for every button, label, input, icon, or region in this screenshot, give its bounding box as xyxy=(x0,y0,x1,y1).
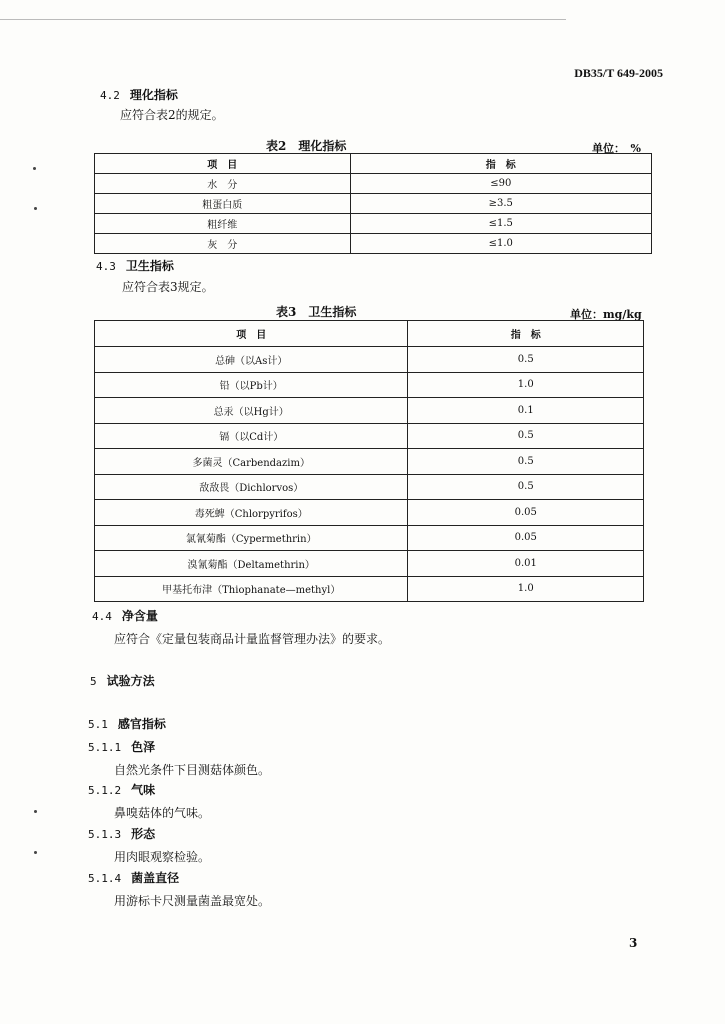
top-edge-line xyxy=(0,19,566,20)
table3-caption: 表3 卫生指标 xyxy=(276,305,357,319)
table2-unit: 单位： % xyxy=(592,142,641,155)
row-item: 甲基托布津（Thiophanate—methyl） xyxy=(95,576,408,602)
table-row xyxy=(95,214,652,234)
section-4-2-heading xyxy=(100,86,178,103)
column-header-item: 项 目 xyxy=(95,321,408,347)
section-number: 4.3 xyxy=(96,260,116,273)
section-5-1-3-heading xyxy=(88,825,155,842)
section-number: 5.1.3 xyxy=(88,828,122,841)
table-row xyxy=(95,347,644,373)
scan-speck xyxy=(34,851,37,854)
section-5-1-heading xyxy=(88,715,166,732)
row-item: 灰 分 xyxy=(95,234,351,254)
row-value: 0.05 xyxy=(408,500,644,526)
section-4-4-text: 应符合《定量包装商品计量监督管理办法》的要求。 xyxy=(114,632,391,646)
table-header-row xyxy=(95,154,652,174)
table-row xyxy=(95,234,652,254)
table3 xyxy=(94,320,644,602)
table-row xyxy=(95,474,644,500)
table-row xyxy=(95,525,644,551)
section-number: 4.4 xyxy=(92,610,112,623)
column-header-value: 指 标 xyxy=(350,154,651,174)
section-title: 试验方法 xyxy=(106,674,155,688)
row-item: 水 分 xyxy=(95,174,351,194)
row-value: 0.5 xyxy=(408,423,644,449)
table2 xyxy=(94,153,652,254)
section-title: 色泽 xyxy=(131,740,156,754)
row-item: 氯氰菊酯（Cypermethrin） xyxy=(95,525,408,551)
row-value: 0.05 xyxy=(408,525,644,551)
section-title: 菌盖直径 xyxy=(131,871,180,885)
section-title: 净含量 xyxy=(121,609,158,623)
row-value: 0.01 xyxy=(408,551,644,577)
section-4-4-heading xyxy=(92,607,158,624)
section-number: 5.1 xyxy=(88,718,108,731)
table-row xyxy=(95,423,644,449)
row-item: 总汞（以Hg计） xyxy=(95,398,408,424)
row-value: 0.1 xyxy=(408,398,644,424)
row-value: ≤90 xyxy=(350,174,651,194)
row-value: ≥3.5 xyxy=(350,194,651,214)
section-title: 理化指标 xyxy=(129,88,178,102)
table-row xyxy=(95,194,652,214)
row-item: 总砷（以As计） xyxy=(95,347,408,373)
section-number: 5.1.2 xyxy=(88,784,122,797)
table3-unit: 单位：mg/kg xyxy=(570,308,642,321)
section-5-1-3-text: 用肉眼观察检验。 xyxy=(114,850,211,864)
table2-caption: 表2 理化指标 xyxy=(266,139,347,153)
section-number: 4.2 xyxy=(100,89,120,102)
section-title: 感官指标 xyxy=(117,717,166,731)
row-item: 多菌灵（Carbendazim） xyxy=(95,449,408,475)
table-row xyxy=(95,174,652,194)
section-number: 5.1.4 xyxy=(88,872,122,885)
section-5-1-2-text: 鼻嗅菇体的气味。 xyxy=(114,806,211,820)
row-value: 1.0 xyxy=(408,372,644,398)
section-5-1-1-text: 自然光条件下目测菇体颜色。 xyxy=(114,763,271,777)
row-item: 镉（以Cd计） xyxy=(95,423,408,449)
row-item: 粗纤维 xyxy=(95,214,351,234)
scan-speck xyxy=(34,207,37,210)
row-item: 粗蛋白质 xyxy=(95,194,351,214)
section-4-2-text: 应符合表2的规定。 xyxy=(120,108,224,122)
section-4-3-heading xyxy=(96,257,174,274)
row-item: 毒死蜱（Chlorpyrifos） xyxy=(95,500,408,526)
row-item: 溴氰菊酯（Deltamethrin） xyxy=(95,551,408,577)
row-item: 铅（以Pb计） xyxy=(95,372,408,398)
section-number: 5 xyxy=(90,675,97,688)
page-number: 3 xyxy=(629,936,638,950)
section-5-heading xyxy=(90,672,155,689)
row-value: 1.0 xyxy=(408,576,644,602)
section-title: 形态 xyxy=(131,827,156,841)
section-5-1-1-heading xyxy=(88,738,155,755)
row-value: 0.5 xyxy=(408,474,644,500)
table-row xyxy=(95,398,644,424)
table-row xyxy=(95,449,644,475)
section-5-1-4-text: 用游标卡尺测量菌盖最宽处。 xyxy=(114,894,271,908)
table-row xyxy=(95,500,644,526)
table-row xyxy=(95,551,644,577)
row-value: ≤1.0 xyxy=(350,234,651,254)
column-header-item: 项 目 xyxy=(95,154,351,174)
section-title: 卫生指标 xyxy=(125,259,174,273)
scan-speck xyxy=(34,810,37,813)
table-header-row xyxy=(95,321,644,347)
row-value: 0.5 xyxy=(408,449,644,475)
row-value: ≤1.5 xyxy=(350,214,651,234)
row-value: 0.5 xyxy=(408,347,644,373)
table-row xyxy=(95,576,644,602)
section-5-1-2-heading xyxy=(88,781,155,798)
section-title: 气味 xyxy=(131,783,156,797)
section-number: 5.1.1 xyxy=(88,741,122,754)
table-row xyxy=(95,372,644,398)
scan-speck xyxy=(33,167,36,170)
column-header-value: 指 标 xyxy=(408,321,644,347)
section-5-1-4-heading xyxy=(88,869,179,886)
standard-code: DB35/T 649-2005 xyxy=(574,66,663,80)
row-item: 敌敌畏（Dichlorvos） xyxy=(95,474,408,500)
section-4-3-text: 应符合表3规定。 xyxy=(122,280,214,294)
